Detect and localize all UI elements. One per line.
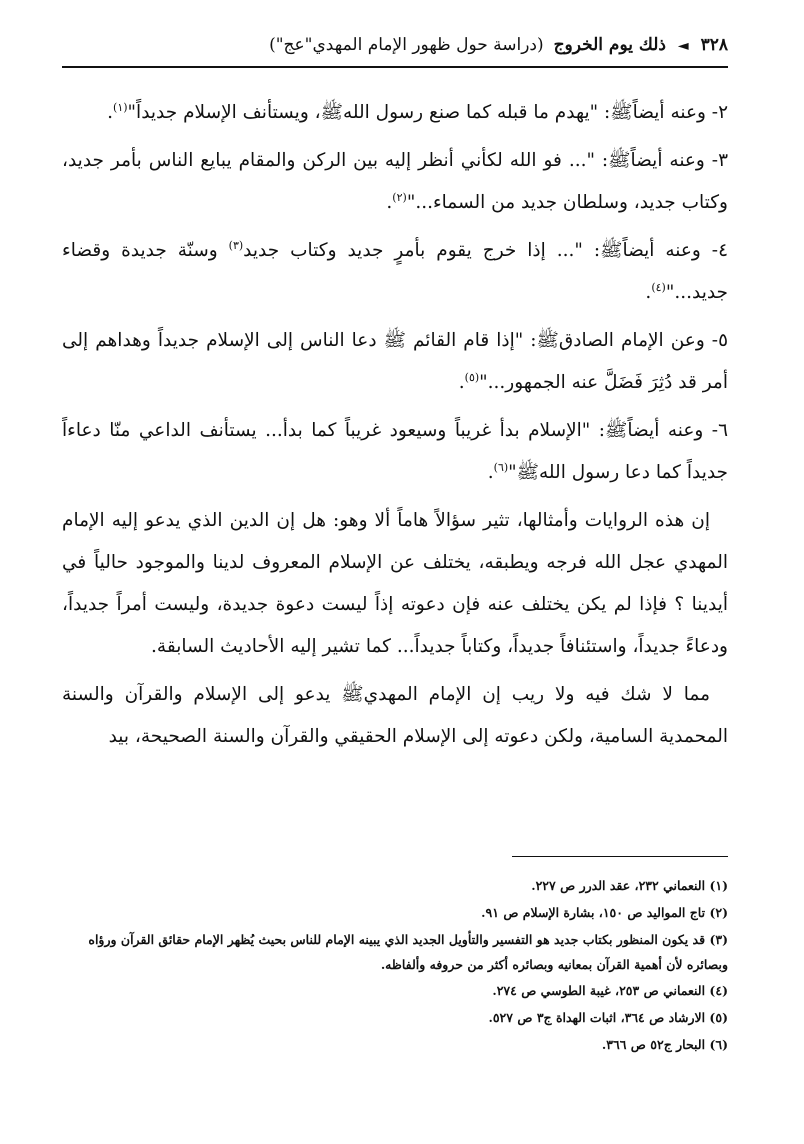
footnote-4: (٤) النعماني ص ٢٥٣، غيبة الطوسي ص ٢٧٤. [492, 983, 728, 998]
header-divider [62, 66, 728, 68]
hadith-4: ٤- وعنه أيضاًﷺ: "... إذا خرج يقوم بأمرٍ جديد وكتاب جديد$^{(٣)}$ وسنّة جديدة وقضاء جديد..."$^{(٤)}$. [62, 238, 728, 303]
hadith-6: ٦- وعنه أيضاًﷺ: "الإسلام بدأ غريباً وسيعود غريباً كما بدأ... يستأنف الداعي منّا دعاءاً جديداً كما دعا رسول اللهﷺ"$^{(٦)}$. [62, 420, 728, 483]
page-number: ٣٢٨ [700, 35, 728, 55]
footnote-5: (٥) الارشاد ص ٣٦٤، اثبات الهداة ج٣ ص ٥٢٧. [488, 1010, 728, 1025]
hadith-3: ٣- وعنه أيضاًﷺ: "... فو الله لكأني أنظر إليه بين الركن والمقام يبايع الناس بأمر جديد، وكتاب جديد، وسلطان جديد من السماء..."$^{(٢)}$. [62, 150, 728, 213]
book-title: ذلك يوم الخروج [553, 35, 666, 55]
footnote-ref: (٦) [493, 460, 509, 474]
book-page [62, 30, 728, 1120]
footnote-3-continued: وبصائره لأن أهمية القرآن بمعانيه وبصائره أكثر من حروفه وألفاظه. [380, 957, 728, 972]
footnote-divider [512, 856, 728, 857]
hadith-5: ٥- وعن الإمام الصادقﷺ: "إذا قام القائم ﷺ دعا الناس إلى الإسلام جديداً وهداهم إلى أمر قد دُثِرَ فَضَلَّ عنه الجمهور..."$^{(٥)}$. [62, 330, 728, 393]
footnote-ref: (٤) [651, 280, 666, 294]
footnotes [62, 872, 728, 1058]
footnote-6: (٦) البحار ج٥٢ ص ٣٦٦. [601, 1037, 728, 1052]
main-text [62, 92, 728, 764]
footnote-2: (٢) تاج المواليد ص ١٥٠، بشارة الإسلام ص ٩١. [481, 905, 728, 920]
pointer-arrow-icon: ◄ [677, 38, 689, 54]
footnote-3: (٣) قد يكون المنظور بكتاب جديد هو التفسير والتأويل الجديد الذي يبينه الإمام للناس بحيث يُظهر الإمام حقائق القرآن ورؤاه [88, 932, 728, 947]
footnote-ref: (٢) [392, 190, 407, 204]
footnote-ref: (٥) [464, 370, 480, 384]
discussion-paragraph: إن هذه الروايات وأمثالها، تثير سؤالاً هاماً ألا وهو: هل إن الدين الذي يدعو إليه الإمام المهدي عجل الله فرجه ويطبقه، يختلف عن الإسلام المعروف لدينا والموجود حالياً في أيدينا ؟ فإذا لم يكن يختلف عنه فإن دعوته إذاً ليست دعوة جديدة، وليست أمراً جديداً، ودعاءً جديداً، واستئنافاً جديداً، وكتاباً جديداً... كما تشير إليه الأحاديث السابقة. [62, 510, 728, 657]
hadith-2: ٢- وعنه أيضاًﷺ: "يهدم ما قبله كما صنع رسول اللهﷺ، ويستأنف الإسلام جديداً"$^{(١)}$. [107, 100, 728, 123]
footnote-1: (١) النعماني ٢٣٢، عقد الدرر ص ٢٢٧. [531, 878, 728, 893]
running-header [62, 30, 728, 60]
discussion-paragraph: مما لا شك فيه ولا ريب إن الإمام المهديﷺ يدعو إلى الإسلام والقرآن والسنة المحمدية السامية، ولكن دعوته إلى الإسلام الحقيقي والقرآن والسنة الصحيحة، بيد [62, 684, 728, 747]
footnote-ref: (١) [113, 100, 128, 114]
book-subtitle: (دراسة حول ظهور الإمام المهدي"عج") [269, 35, 544, 55]
footnote-ref: (٣) [228, 238, 244, 252]
